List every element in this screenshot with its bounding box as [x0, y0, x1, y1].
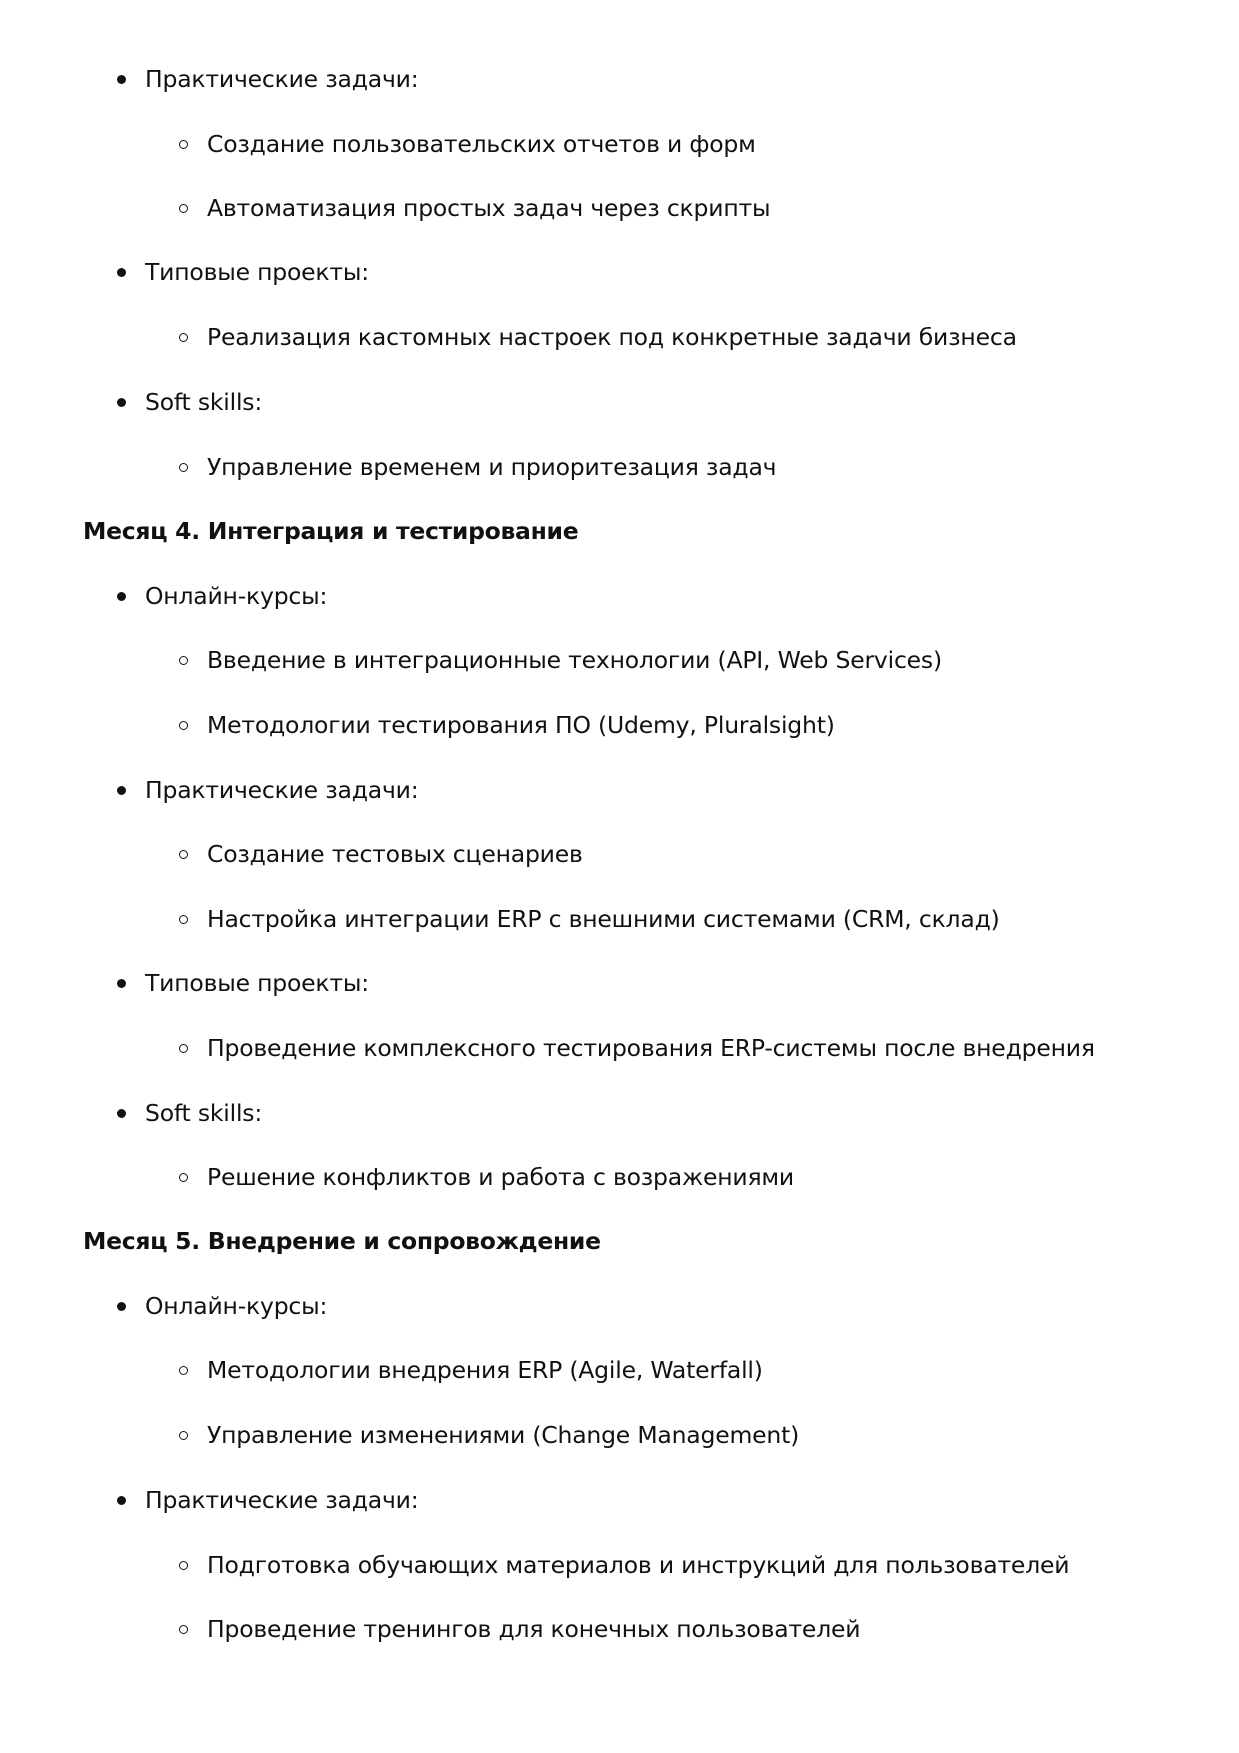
disc-bullet-icon [117, 979, 126, 988]
circle-bullet-icon [179, 721, 188, 730]
list-item: Типовые проекты: [145, 258, 369, 286]
sub-list-item: Создание пользовательских отчетов и форм [207, 130, 756, 158]
list-item: Soft skills: [145, 1099, 263, 1127]
disc-bullet-icon [117, 786, 126, 795]
disc-bullet-icon [117, 268, 126, 277]
disc-bullet-icon [117, 75, 126, 84]
circle-bullet-icon [179, 1625, 188, 1634]
list-item: Практические задачи: [145, 1486, 419, 1514]
sub-list-item: Создание тестовых сценариев [207, 840, 583, 868]
disc-bullet-icon [117, 398, 126, 407]
circle-bullet-icon [179, 1044, 188, 1053]
circle-bullet-icon [179, 850, 188, 859]
circle-bullet-icon [179, 204, 188, 213]
sub-list-item: Управление изменениями (Change Management) [207, 1421, 800, 1449]
circle-bullet-icon [179, 1366, 188, 1375]
disc-bullet-icon [117, 1496, 126, 1505]
sub-list-item: Методологии внедрения ERP (Agile, Waterfall) [207, 1356, 763, 1384]
sub-list-item: Настройка интеграции ERP с внешними системами (CRM, склад) [207, 905, 1000, 933]
circle-bullet-icon [179, 463, 188, 472]
list-item: Онлайн-курсы: [145, 1292, 328, 1320]
list-item: Онлайн-курсы: [145, 582, 328, 610]
list-item: Практические задачи: [145, 776, 419, 804]
sub-list-item: Подготовка обучающих материалов и инструкций для пользователей [207, 1551, 1070, 1579]
section-heading-month-4: Месяц 4. Интеграция и тестирование [83, 517, 579, 545]
sub-list-item: Управление временем и приоритезация задач [207, 453, 777, 481]
sub-list-item: Реализация кастомных настроек под конкретные задачи бизнеса [207, 323, 1017, 351]
circle-bullet-icon [179, 1173, 188, 1182]
circle-bullet-icon [179, 1431, 188, 1440]
list-item: Soft skills: [145, 388, 263, 416]
list-item: Практические задачи: [145, 65, 419, 93]
sub-list-item: Методологии тестирования ПО (Udemy, Pluralsight) [207, 711, 835, 739]
circle-bullet-icon [179, 333, 188, 342]
disc-bullet-icon [117, 592, 126, 601]
sub-list-item: Решение конфликтов и работа с возражениями [207, 1163, 794, 1191]
list-item: Типовые проекты: [145, 969, 369, 997]
sub-list-item: Введение в интеграционные технологии (API, Web Services) [207, 646, 942, 674]
circle-bullet-icon [179, 915, 188, 924]
sub-list-item: Проведение комплексного тестирования ERP-системы после внедрения [207, 1034, 1095, 1062]
section-heading-month-5: Месяц 5. Внедрение и сопровождение [83, 1227, 601, 1255]
circle-bullet-icon [179, 140, 188, 149]
circle-bullet-icon [179, 1561, 188, 1570]
sub-list-item: Автоматизация простых задач через скрипты [207, 194, 771, 222]
circle-bullet-icon [179, 656, 188, 665]
disc-bullet-icon [117, 1302, 126, 1311]
disc-bullet-icon [117, 1109, 126, 1118]
sub-list-item: Проведение тренингов для конечных пользователей [207, 1615, 861, 1643]
